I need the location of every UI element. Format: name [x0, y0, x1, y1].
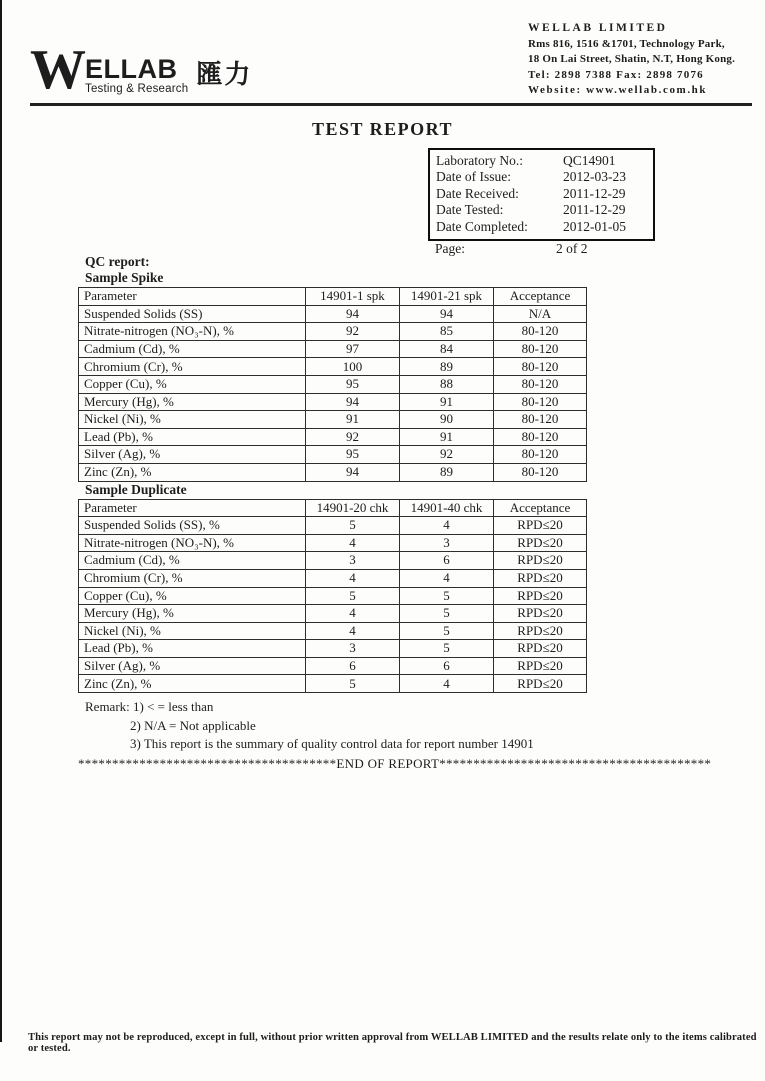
value-cell: 5	[306, 675, 400, 693]
value-cell: 4	[400, 517, 494, 535]
value-cell: 3	[306, 640, 400, 658]
table-row	[79, 305, 587, 323]
value-cell: 91	[306, 411, 400, 429]
value-cell: 6	[400, 552, 494, 570]
remark-line-2: 2) N/A = Not applicable	[130, 717, 256, 733]
value-cell: 91	[400, 393, 494, 411]
sample-spike-title: Sample Spike	[85, 270, 164, 285]
parameter-cell: Copper (Cu), %	[79, 587, 306, 605]
lab-info-value: QC14901	[563, 153, 616, 168]
value-cell: RPD≤20	[494, 675, 587, 693]
value-cell: 90	[400, 411, 494, 429]
value-cell: 91	[400, 428, 494, 446]
page-value: 2 of 2	[556, 241, 588, 256]
remark-line-1	[85, 698, 702, 717]
lab-info-row	[436, 169, 653, 185]
value-cell: 80-120	[494, 411, 587, 429]
lab-info-value: 2012-03-23	[563, 169, 626, 185]
remark-line-3: 3) This report is the summary of quality control data for report number 14901	[130, 736, 534, 752]
column-header: Parameter	[79, 499, 306, 517]
value-cell: 80-120	[494, 340, 587, 358]
table-row	[79, 640, 587, 658]
lab-info-value: 2012-01-05	[563, 218, 626, 234]
table-row	[79, 622, 587, 640]
value-cell: 5	[306, 517, 400, 535]
value-cell: 4	[306, 534, 400, 552]
table-row	[79, 358, 587, 376]
value-cell: 89	[400, 463, 494, 481]
footer-disclaimer: This report may not be reproduced, except in full, without prior written approval from WELLAB LIMITED and the results relate only to the items calibrated or tested.	[28, 1032, 757, 1054]
table-row	[79, 428, 587, 446]
logo-chinese-name: 匯力	[196, 60, 253, 89]
parameter-cell: Nitrate-nitrogen (NO₃-N), %	[79, 323, 306, 341]
end-of-report-text: END OF REPORT	[336, 755, 440, 771]
end-stars-right: ****************************************	[439, 755, 712, 771]
parameter-cell: Cadmium (Cd), %	[79, 340, 306, 358]
value-cell: 5	[400, 605, 494, 623]
value-cell: 6	[400, 657, 494, 675]
lab-info-row	[436, 153, 653, 169]
table-row	[79, 446, 587, 464]
value-cell: RPD≤20	[494, 605, 587, 623]
parameter-cell: Chromium (Cr), %	[79, 358, 306, 376]
sample-duplicate-title: Sample Duplicate	[85, 481, 187, 497]
parameter-cell: Copper (Cu), %	[79, 375, 306, 393]
value-cell: 80-120	[494, 323, 587, 341]
value-cell: 5	[400, 640, 494, 658]
logo-tagline: Testing & Research	[85, 83, 189, 95]
value-cell: 92	[400, 446, 494, 464]
wellab-logo	[30, 39, 253, 101]
value-cell: RPD≤20	[494, 569, 587, 587]
value-cell: 80-120	[494, 463, 587, 481]
parameter-cell: Zinc (Zn), %	[79, 463, 306, 481]
value-cell: 80-120	[494, 428, 587, 446]
company-name: WELLAB LIMITED	[528, 22, 668, 34]
value-cell: 80-120	[494, 375, 587, 393]
value-cell: RPD≤20	[494, 587, 587, 605]
value-cell: 4	[306, 569, 400, 587]
column-header: 14901-1 spk	[306, 288, 400, 306]
parameter-cell: Suspended Solids (SS), %	[79, 517, 306, 535]
column-header: Acceptance	[494, 288, 587, 306]
value-cell: 95	[306, 375, 400, 393]
value-cell: 4	[306, 622, 400, 640]
table-row	[79, 534, 587, 552]
value-cell: RPD≤20	[494, 517, 587, 535]
value-cell: RPD≤20	[494, 657, 587, 675]
parameter-cell: Lead (Pb), %	[79, 428, 306, 446]
page-label: Page:	[435, 241, 465, 256]
company-website: Website: www.wellab.com.hk	[528, 84, 708, 96]
lab-info-label: Date Tested:	[436, 202, 504, 218]
company-address-line2: 18 On Lai Street, Shatin, N.T, Hong Kong.	[528, 53, 736, 65]
table-row	[79, 517, 587, 535]
remarks-block	[78, 698, 702, 754]
value-cell: 80-120	[494, 358, 587, 376]
page-title: TEST REPORT	[311, 119, 454, 139]
value-cell: 92	[306, 428, 400, 446]
end-of-report-line	[78, 755, 712, 772]
value-cell: 3	[306, 552, 400, 570]
value-cell: 85	[400, 323, 494, 341]
value-cell: 94	[306, 393, 400, 411]
table-row	[79, 375, 587, 393]
value-cell: 3	[400, 534, 494, 552]
table-row	[79, 657, 587, 675]
table-row	[79, 323, 587, 341]
value-cell: RPD≤20	[494, 622, 587, 640]
lab-info-value: 2011-12-29	[563, 185, 626, 201]
lab-info-row	[436, 186, 653, 202]
value-cell: 84	[400, 340, 494, 358]
qc-report-section	[78, 254, 712, 772]
table-row	[79, 411, 587, 429]
table-row	[79, 569, 587, 587]
parameter-cell: Cadmium (Cd), %	[79, 552, 306, 570]
logo-w-letter: W	[30, 39, 84, 101]
remark-item-1: 1) < = less than	[133, 699, 214, 715]
lab-info-label: Date Received:	[436, 185, 519, 201]
column-header: Parameter	[79, 288, 306, 306]
logo-brand-text: ELLAB	[85, 54, 178, 84]
value-cell: 5	[400, 587, 494, 605]
value-cell: 80-120	[494, 393, 587, 411]
value-cell: 92	[306, 323, 400, 341]
value-cell: 6	[306, 657, 400, 675]
parameter-cell: Chromium (Cr), %	[79, 569, 306, 587]
parameter-cell: Nickel (Ni), %	[79, 622, 306, 640]
value-cell: 94	[400, 305, 494, 323]
sample-duplicate-table	[78, 499, 587, 694]
value-cell: RPD≤20	[494, 552, 587, 570]
parameter-cell: Suspended Solids (SS)	[79, 305, 306, 323]
value-cell: 89	[400, 358, 494, 376]
scan-edge-artifact	[0, 0, 2, 1042]
qc-report-label: QC report:	[85, 254, 150, 269]
table-header-row	[79, 288, 587, 306]
parameter-cell: Silver (Ag), %	[79, 657, 306, 675]
lab-info-label: Laboratory No.:	[436, 153, 523, 168]
table-row	[79, 552, 587, 570]
parameter-cell: Nitrate-nitrogen (NO₃-N), %	[79, 534, 306, 552]
lab-info-box	[428, 148, 655, 241]
lab-info-label: Date of Issue:	[436, 169, 511, 185]
value-cell: 4	[306, 605, 400, 623]
value-cell: 80-120	[494, 446, 587, 464]
value-cell: 97	[306, 340, 400, 358]
column-header: Acceptance	[494, 499, 587, 517]
header-divider	[30, 103, 752, 106]
parameter-cell: Zinc (Zn), %	[79, 675, 306, 693]
value-cell: 94	[306, 463, 400, 481]
table-header-row	[79, 499, 587, 517]
table-row	[79, 463, 587, 481]
value-cell: 88	[400, 375, 494, 393]
parameter-cell: Mercury (Hg), %	[79, 605, 306, 623]
company-phone-fax: Tel: 2898 7388 Fax: 2898 7076	[528, 68, 704, 81]
table-row	[79, 587, 587, 605]
company-info-block	[528, 21, 763, 99]
parameter-cell: Silver (Ag), %	[79, 446, 306, 464]
column-header: 14901-40 chk	[400, 499, 494, 517]
value-cell: 5	[400, 622, 494, 640]
remark-label: Remark:	[85, 699, 130, 715]
value-cell: N/A	[494, 305, 587, 323]
value-cell: 4	[400, 675, 494, 693]
parameter-cell: Nickel (Ni), %	[79, 411, 306, 429]
column-header: 14901-21 spk	[400, 288, 494, 306]
end-stars-left: **************************************	[78, 755, 337, 771]
lab-info-value: 2011-12-29	[563, 202, 626, 218]
lab-info-label: Date Completed:	[436, 218, 528, 234]
parameter-cell: Mercury (Hg), %	[79, 393, 306, 411]
value-cell: 95	[306, 446, 400, 464]
lab-info-row	[436, 202, 653, 218]
table-row	[79, 675, 587, 693]
value-cell: 5	[306, 587, 400, 605]
parameter-cell: Lead (Pb), %	[79, 640, 306, 658]
column-header: 14901-20 chk	[306, 499, 400, 517]
sample-spike-table	[78, 287, 587, 482]
value-cell: 100	[306, 358, 400, 376]
logo-wordmark	[85, 48, 188, 96]
value-cell: RPD≤20	[494, 640, 587, 658]
value-cell: 94	[306, 305, 400, 323]
table-row	[79, 393, 587, 411]
table-row	[79, 605, 587, 623]
value-cell: RPD≤20	[494, 534, 587, 552]
table-row	[79, 340, 587, 358]
company-address-line1: Rms 816, 1516 &1701, Technology Park,	[528, 37, 725, 50]
value-cell: 4	[400, 569, 494, 587]
lab-info-row	[436, 219, 653, 235]
